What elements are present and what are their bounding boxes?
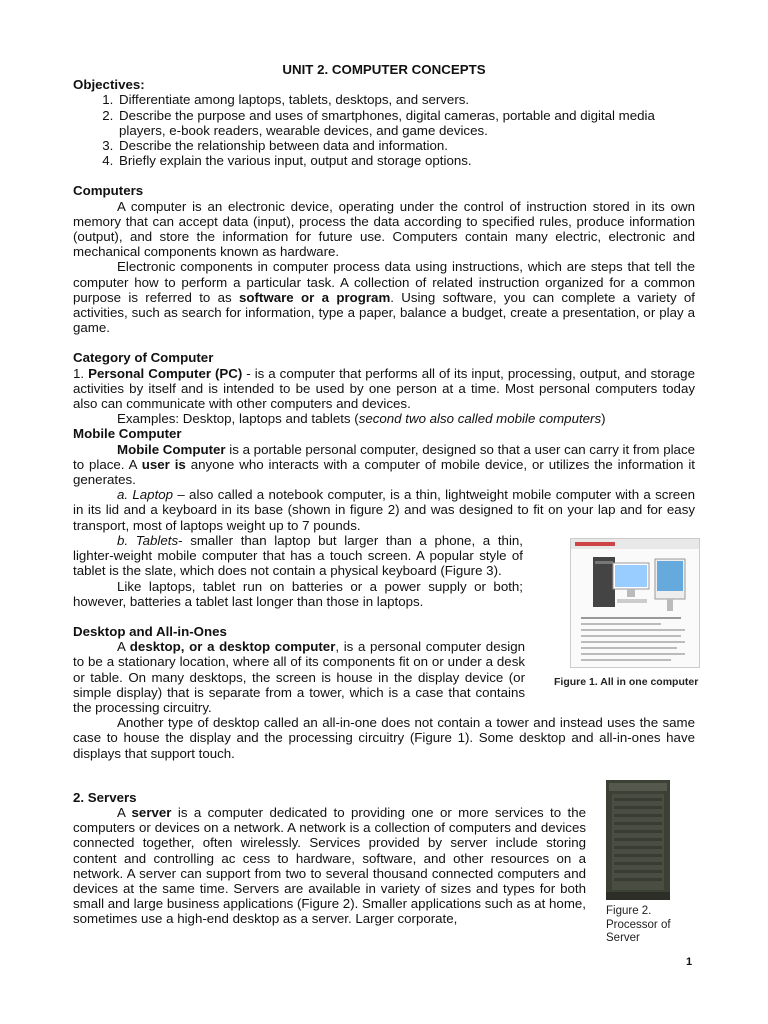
- computers-paragraph-2: Electronic components in computer process data using instructions, which are steps that tell the computer how to perform a particular task. A collection of related instruction organized for a common purpose is referred to as software or a program. Using software, you can complete a variety of activities, such as search for information, type a paper, balance a budget, create a presentation, or play a game.: [73, 259, 696, 336]
- desktop-paragraph-1: A desktop, or a desktop computer, is a personal computer design to be a stationary location, where all of its components fit on or under a desk or table. On many desktops, the screen is house in the display device (or simple display) that is separate from a tower, which is a case that contains the processing circuitry.: [73, 639, 525, 715]
- servers-paragraph: A server is a computer dedicated to providing one or more services to the computers or devices on a network. A network is a collection of computers and devices connected together, often wirelessly. Services provided by server include storing content and controlling ac cess to hardware, software, and other resources on a network. A server can support from two to several thousand connected computers and devices at the same time. Servers are available in variety of sizes and types for both small and large business applications (Figure 2). Smaller applications such as at home, sometimes use a high-end desktop as a server. Larger corporate,: [73, 804, 586, 927]
- document-body: [73, 62, 695, 927]
- mobile-heading: Mobile Computer: [73, 426, 182, 442]
- figure-1-caption: Figure 1. All in one computer: [554, 676, 699, 688]
- page-number: 1: [686, 956, 693, 968]
- laptop-paragraph: a. Laptop – also called a notebook computer, is a thin, lightweight mobile computer with a screen in its lid and a keyboard in its base (shown in figure 2) and was designed to fit on your lap and for easy transport, most of laptops weight up to 7 pounds.: [73, 487, 695, 533]
- objective-item: 2. Describe the purpose and uses of smartphones, digital cameras, portable and digital media players, e-book readers, wearable devices, and game devices.: [117, 108, 695, 138]
- figure-2-image: [604, 780, 672, 902]
- personal-computer-paragraph: 1. Personal Computer (PC) - is a computer that performs all of its input, processing, output, and storage activities by itself and is intended to be used by one person at a time. Most personal computers today also can communicate with other computers and devices.: [73, 365, 695, 412]
- page-title: UNIT 2. COMPUTER CONCEPTS: [282, 62, 486, 77]
- objectives-list: [73, 92, 695, 168]
- tablet-paragraph: b. Tablets- smaller than laptop but larger than a phone, a thin, lighter-weight mobile computer that has a touch screen. A popular style of tablet is the slate, which does not contain a physical keyboard (Figure 3).: [73, 532, 523, 579]
- objective-item: 4. Briefly explain the various input, output and storage options.: [117, 153, 695, 168]
- objective-item: 3. Describe the relationship between data and information.: [117, 138, 695, 153]
- mobile-paragraph: Mobile Computer is a portable personal computer, designed so that a user can carry it from place to place. A user is anyone who interacts with a computer of mobile device, or utilizes the information it generates.: [73, 441, 695, 488]
- desktop-heading: Desktop and All-in-Ones: [73, 623, 227, 639]
- computers-paragraph-1: A computer is an electronic device, operating under the control of instruction stored in its own memory that can accept data (input), process the data according to specified rules, produce information (output), and store the information for future use. Computers contain many electric, electronic and mechanical components known as hardware.: [73, 198, 695, 260]
- battery-paragraph: Like laptops, tablet run on batteries or a power supply or both; however, batteries a tablet last longer than those in laptops.: [73, 578, 523, 609]
- servers-heading: 2. Servers: [73, 789, 137, 805]
- desktop-paragraph-2: Another type of desktop called an all-in-one does not contain a tower and instead uses the same case to house the display and the processing circuitry (Figure 1). Some desktop and all-in-ones have displays that support touch.: [73, 715, 695, 761]
- figure-1-image: [570, 538, 700, 668]
- objectives-heading: Objectives:: [73, 77, 145, 93]
- figure-2-caption: Figure 2. Processor of Server: [606, 905, 671, 944]
- all-in-one-computer-icon: [571, 539, 699, 667]
- category-heading: Category of Computer: [73, 350, 214, 366]
- computers-heading: Computers: [73, 183, 144, 199]
- examples-line: Examples: Desktop, laptops and tablets (second two also called mobile computers): [117, 411, 606, 427]
- objective-item: 1. Differentiate among laptops, tablets, desktops, and servers.: [117, 92, 695, 107]
- server-rack-icon: [604, 780, 672, 902]
